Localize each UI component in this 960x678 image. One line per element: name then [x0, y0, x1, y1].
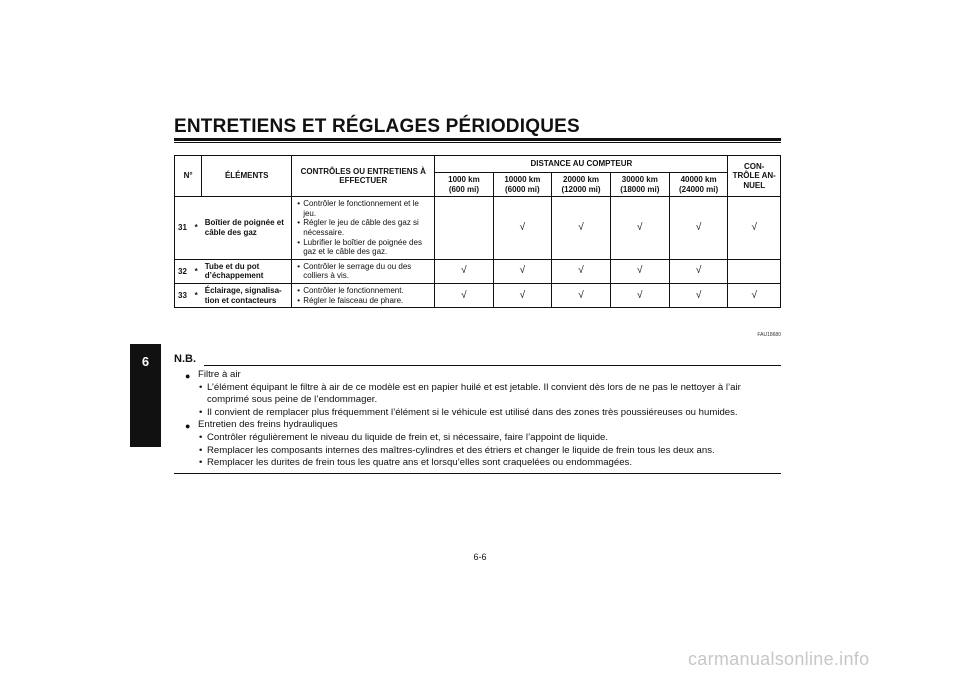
mi-value: (600 mi)	[448, 184, 480, 194]
check-mark-icon: √	[578, 221, 584, 233]
check-cell	[728, 259, 781, 283]
check-mark-icon: √	[578, 289, 584, 301]
bullet-icon: •	[199, 381, 203, 393]
check-cell	[493, 259, 552, 283]
check-cell	[669, 283, 728, 307]
check-cell	[552, 259, 611, 283]
mi-value: (12000 mi)	[561, 184, 601, 194]
km-value: 30000 km	[621, 175, 658, 184]
note-section-title-text: Filtre à air	[198, 369, 241, 380]
check-cell	[552, 197, 611, 260]
row-star-marker: *	[195, 197, 202, 260]
note-label: N.B.	[174, 353, 196, 365]
controls-list	[295, 262, 431, 281]
control-item: • Régler le jeu de câble des gaz si nécessaire.	[295, 218, 431, 237]
control-item: • Contrôler le fonctionnement et le jeu.	[295, 199, 431, 218]
check-cell	[493, 197, 552, 260]
bullet-icon: •	[199, 444, 203, 456]
row-controls	[292, 259, 435, 283]
col-header-km	[610, 173, 669, 197]
mi-value: (6000 mi)	[504, 184, 540, 194]
col-header-annual: CON-TRÔLE AN-NUEL	[728, 156, 781, 197]
chapter-tab	[130, 344, 161, 447]
check-cell	[610, 283, 669, 307]
km-value: 20000 km	[563, 175, 600, 184]
control-item: • Régler le faisceau de phare.	[295, 296, 431, 306]
controls-list	[295, 286, 431, 305]
watermark: carmanualsonline.info	[688, 649, 870, 669]
mi-value: (18000 mi)	[620, 184, 660, 194]
controls-list	[295, 199, 431, 257]
check-mark-icon: √	[695, 265, 702, 277]
check-mark-icon: √	[751, 221, 757, 233]
bullet-dot-icon: ●	[185, 421, 191, 432]
page-number: 6-6	[473, 552, 487, 562]
chapter-number: 6	[141, 354, 150, 369]
title-divider-thin	[174, 142, 781, 143]
note-item-text: Remplacer les composants internes des maîtres-cylindres et des étriers et changer le liquide de frein tous les deux ans.	[207, 444, 715, 456]
col-header-km	[552, 173, 611, 197]
note-item-text: Remplacer les durites de frein tous les quatre ans et lorsqu’elles sont craquelées ou endommagées.	[207, 457, 633, 469]
note-item	[185, 432, 781, 445]
check-cell	[610, 197, 669, 260]
bullet-icon: •	[199, 406, 203, 418]
check-cell	[493, 283, 552, 307]
check-cell	[552, 283, 611, 307]
table-row	[175, 259, 781, 283]
km-value: 40000 km	[680, 175, 717, 184]
col-header-controls: CONTRÔLES OU ENTRETIENS À EFFECTUER	[292, 156, 435, 197]
check-cell	[728, 197, 781, 260]
control-item: • Contrôler le fonctionnement.	[295, 286, 431, 296]
km-value: 1000 km	[448, 175, 480, 184]
note-item	[185, 382, 781, 407]
check-mark-icon: √	[695, 289, 702, 301]
note-section-title	[185, 419, 781, 432]
bullet-icon: •	[199, 431, 203, 443]
check-cell	[435, 197, 493, 260]
note-item	[185, 445, 781, 458]
row-element: Tube et du pot d’échappement	[202, 259, 292, 283]
note-divider-bottom	[174, 473, 781, 474]
row-number: 32	[175, 259, 195, 283]
check-mark-icon: √	[751, 289, 757, 301]
control-item: • Contrôler le serrage du ou des colliers à vis.	[295, 262, 431, 281]
check-cell	[669, 259, 728, 283]
note-divider-top	[204, 365, 781, 366]
row-number: 31	[175, 197, 195, 260]
check-mark-icon: √	[578, 265, 584, 277]
note-item-text: L’élément équipant le filtre à air de ce modèle est en papier huilé et est jetable. Il convient dès lors de ne pas le nettoyer à l’air comprimé sous peine de l’endommager.	[207, 381, 741, 406]
check-mark-icon: √	[519, 221, 526, 233]
table-row	[175, 197, 781, 260]
note-item-text: Il convient de remplacer plus fréquemment l’élément si le véhicule est utilisé dans des zones très poussiéreuses ou humides.	[207, 406, 738, 418]
page-title: ENTRETIENS ET RÉGLAGES PÉRIODIQUES	[174, 116, 580, 137]
check-mark-icon: √	[637, 221, 643, 233]
bullet-dot-icon: ●	[185, 371, 191, 381]
col-header-distance: DISTANCE AU COMPTEUR	[435, 156, 728, 173]
mi-value: (24000 mi)	[679, 184, 719, 194]
col-header-km	[669, 173, 728, 197]
note-item	[185, 407, 781, 420]
bullet-icon: •	[199, 457, 203, 469]
row-controls	[292, 197, 435, 260]
check-mark-icon: √	[461, 265, 467, 277]
check-cell	[435, 259, 493, 283]
control-item: • Lubrifier le boîtier de poignée des gaz et le câble des gaz.	[295, 238, 431, 257]
note-section-title-text: Entretien des freins hydrauliques	[198, 419, 338, 431]
check-cell	[669, 197, 728, 260]
table-row	[175, 283, 781, 307]
check-cell	[728, 283, 781, 307]
check-mark-icon: √	[637, 265, 643, 277]
check-mark-icon: √	[695, 221, 702, 233]
title-divider	[174, 138, 781, 141]
col-header-km	[493, 173, 552, 197]
km-value: 10000 km	[504, 175, 541, 184]
note-item	[185, 457, 781, 470]
check-mark-icon: √	[519, 289, 526, 301]
col-header-elements: ÉLÉMENTS	[202, 156, 292, 197]
row-element: Éclairage, signalisa-tion et contacteurs	[202, 283, 292, 307]
row-element: Boîtier de poignée et câble des gaz	[202, 197, 292, 260]
check-mark-icon: √	[461, 289, 467, 301]
check-mark-icon: √	[637, 289, 643, 301]
check-cell	[610, 259, 669, 283]
note-section-title	[185, 369, 781, 382]
reference-code: FAU18680	[757, 332, 781, 338]
note-item-text: Contrôler régulièrement le niveau du liquide de frein et, si nécessaire, faire l’appoint de liquide.	[207, 431, 609, 443]
row-star-marker: *	[195, 259, 202, 283]
col-header-number: N°	[175, 156, 202, 197]
maintenance-table	[174, 155, 781, 308]
col-header-km	[435, 173, 493, 197]
note-body	[185, 369, 781, 470]
check-cell	[435, 283, 493, 307]
row-controls	[292, 283, 435, 307]
row-star-marker: *	[195, 283, 202, 307]
check-mark-icon: √	[519, 265, 526, 277]
row-number: 33	[175, 283, 195, 307]
